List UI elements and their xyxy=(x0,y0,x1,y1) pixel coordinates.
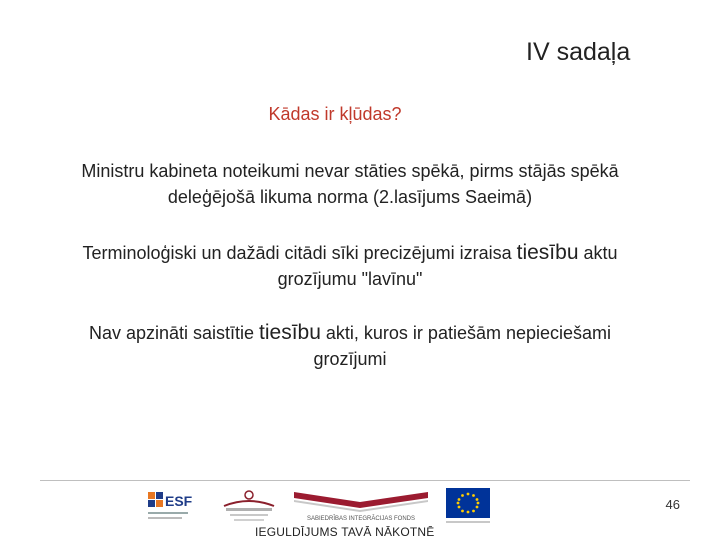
eu-flag-logo xyxy=(444,486,492,526)
foundation-logo xyxy=(290,486,432,526)
slide-subtitle: Kādas ir kļūdas? xyxy=(268,104,402,124)
institution-logo xyxy=(214,486,284,526)
paragraph-3-line-1 xyxy=(20,320,680,346)
paragraph-2 xyxy=(20,240,680,292)
esf-logo-text: ESF xyxy=(165,493,193,509)
paragraph-1-line-2: deleģējošā likuma norma (2.lasījums Saeimā) xyxy=(167,187,533,207)
paragraph-3-emphasis: tiesību xyxy=(259,321,321,344)
paragraph-3 xyxy=(20,320,680,372)
paragraph-2-line-1 xyxy=(20,240,680,266)
paragraph-1 xyxy=(20,158,680,210)
paragraph-2-text-b: aktu xyxy=(578,243,618,263)
esf-logo xyxy=(132,486,208,526)
footer-slogan: IEGULDĪJUMS TAVĀ NĀKOTNĒ xyxy=(255,525,435,539)
paragraph-3-line-2: grozījumi xyxy=(313,349,387,369)
paragraph-2-line-2: grozījumu "lavīnu" xyxy=(277,269,423,289)
footer-divider xyxy=(40,480,690,481)
paragraph-1-line-1: Ministru kabineta noteikumi nevar stāties spēkā, pirms stājās spēkā xyxy=(81,161,619,181)
page-number: 46 xyxy=(665,497,680,512)
section-title: IV sadaļa xyxy=(526,38,631,66)
foundation-logo-text: SABIEDRĪBAS INTEGRĀCIJAS FONDS xyxy=(306,516,416,522)
paragraph-3-text-a: Nav apzināti saistītie xyxy=(88,323,260,343)
paragraph-2-text-a: Terminoloģiski un dažādi citādi sīki precizējumi izraisa xyxy=(82,243,517,263)
paragraph-3-text-b: akti, kuros ir patiešām nepieciešami xyxy=(320,323,612,343)
paragraph-2-emphasis: tiesību xyxy=(516,241,579,264)
